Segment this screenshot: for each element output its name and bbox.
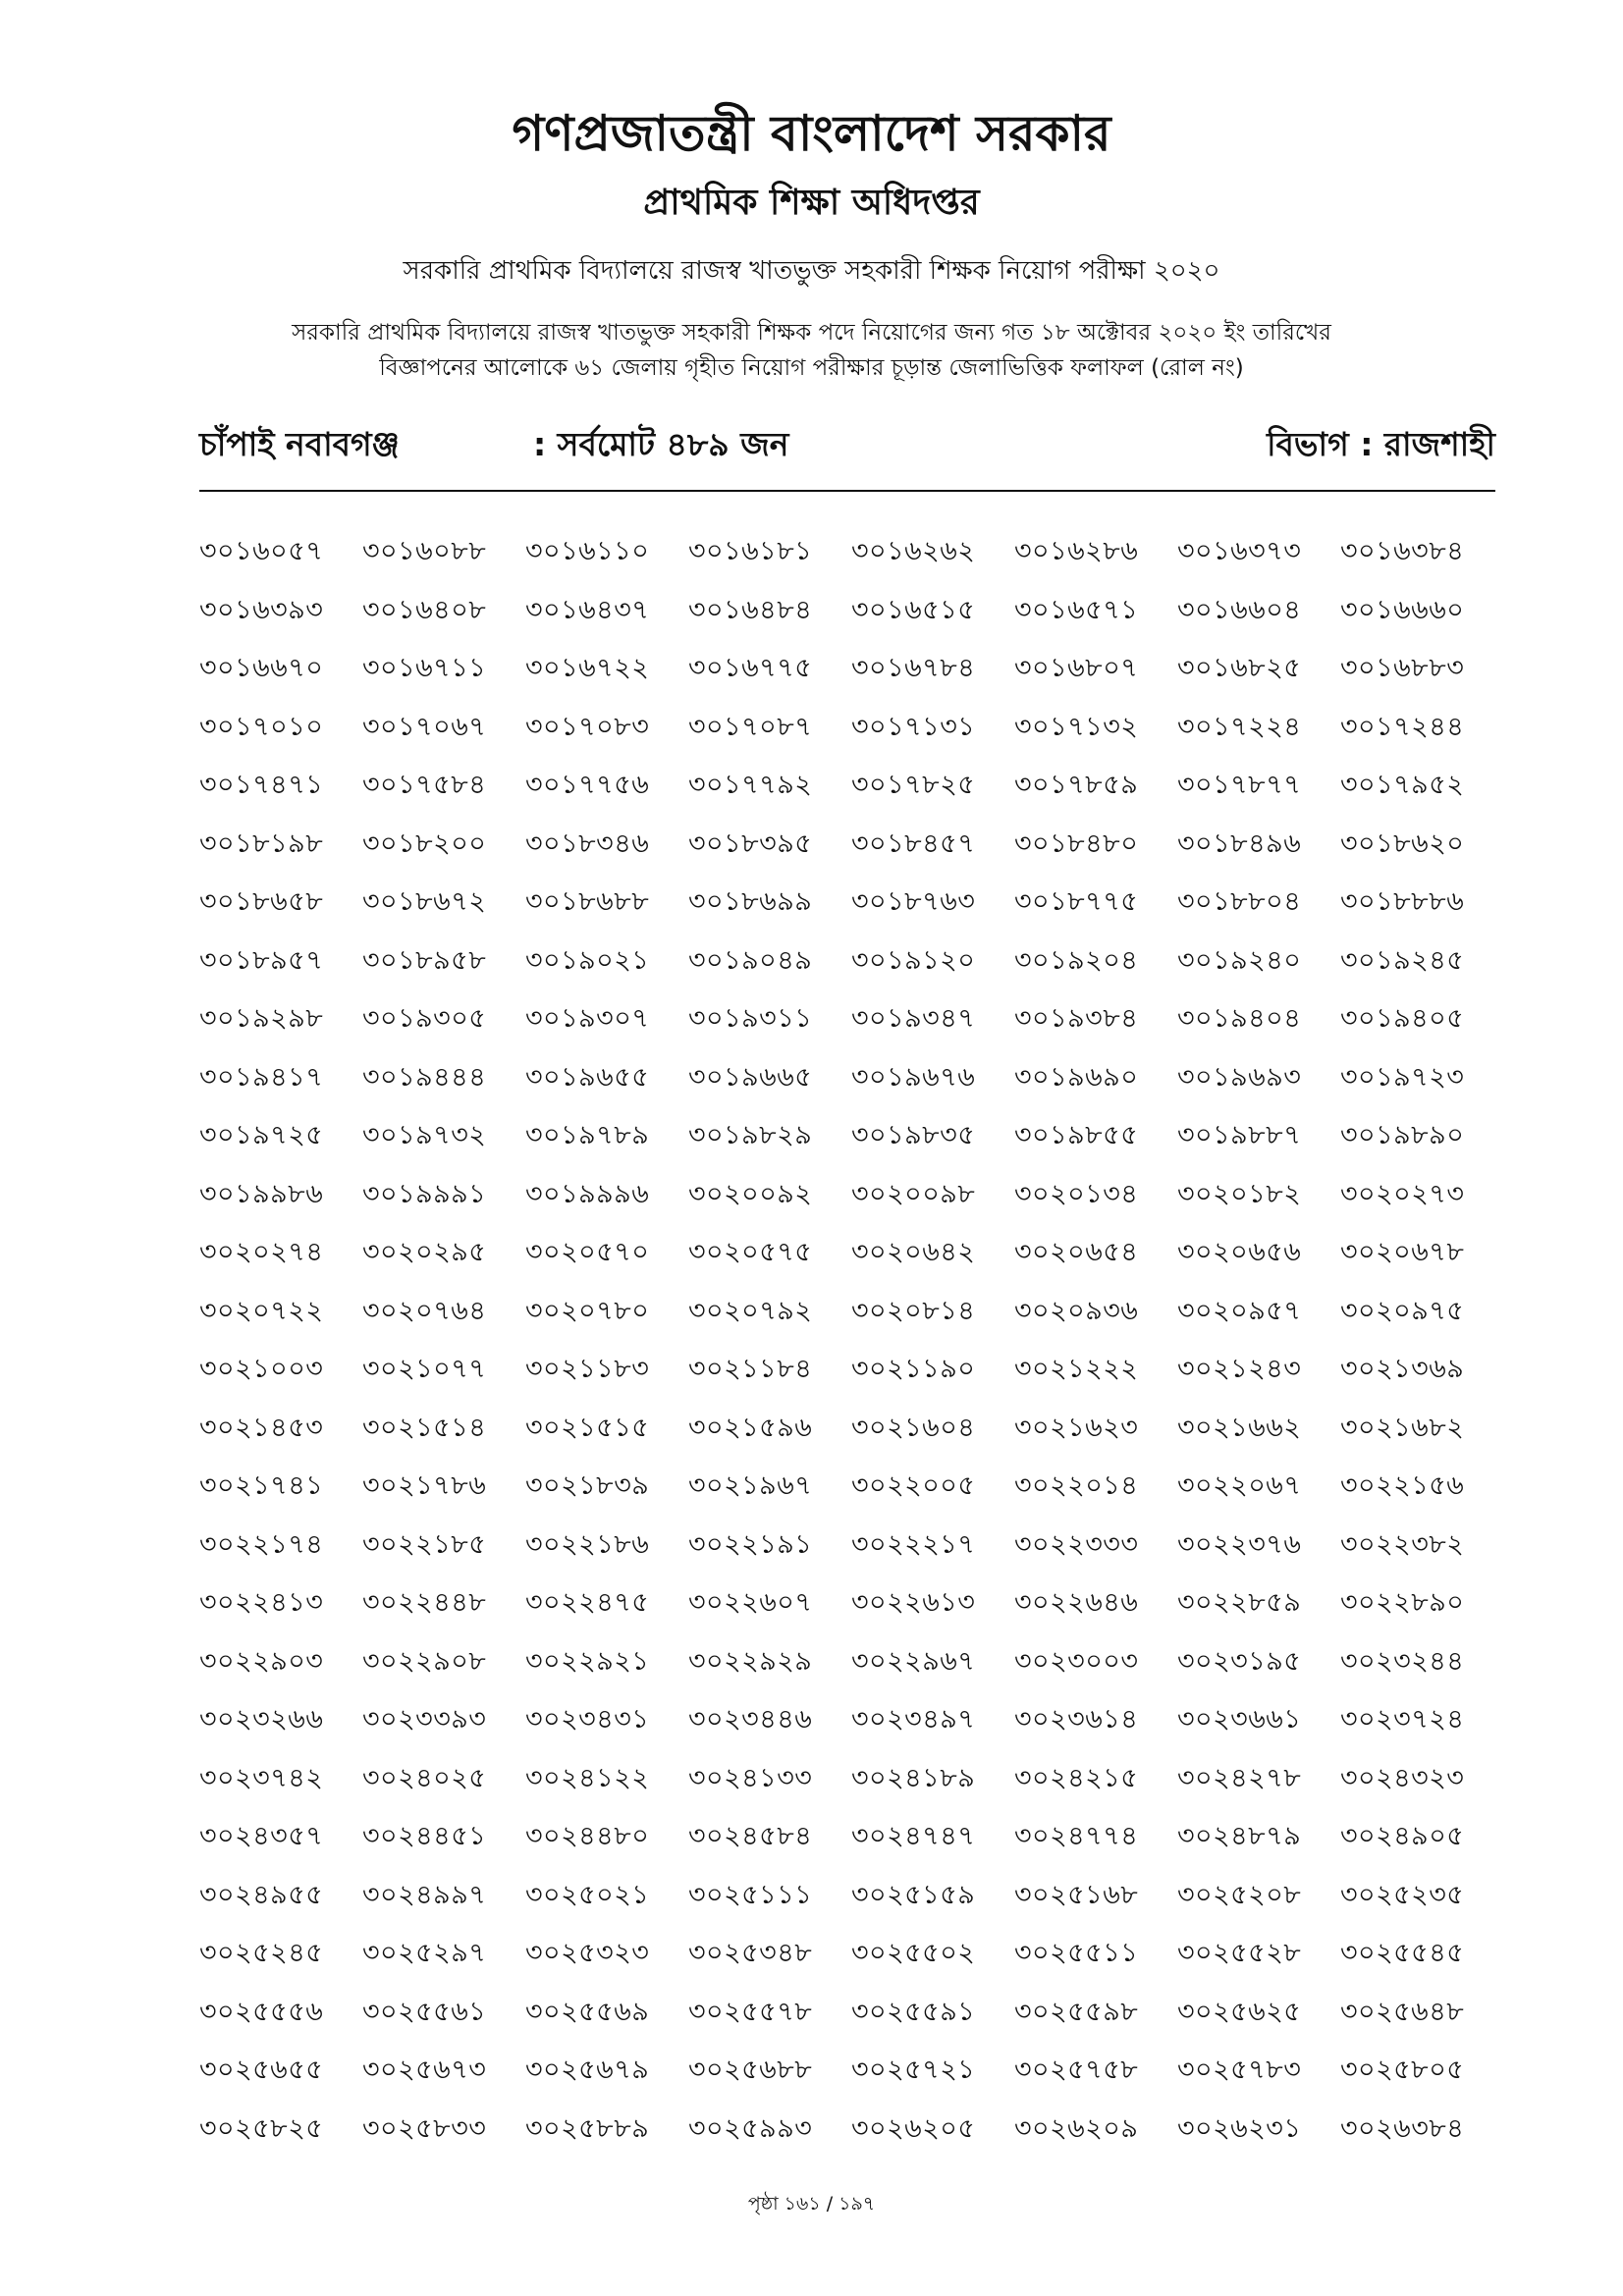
roll-row	[199, 941, 1503, 1000]
roll-number: ৩০২৪৯০৫	[1340, 1821, 1465, 1851]
roll-number: ৩০১৯৩০৭	[525, 1003, 650, 1034]
roll-number: ৩০২৫৩২৩	[525, 1938, 650, 1968]
roll-number: ৩০১৮৯৫৮	[362, 944, 487, 976]
roll-number: ৩০১৬৭৭৫	[688, 653, 813, 683]
roll-number: ৩০২৫১৬৮	[1014, 1879, 1139, 1910]
roll-number: ৩০১৮২০০	[362, 828, 487, 859]
roll-number: ৩০২২১৭৪	[199, 1528, 324, 1560]
roll-row	[199, 1467, 1503, 1525]
roll-number: ৩০২২৮৫৯	[1177, 1587, 1302, 1618]
total-count: : সর্বমোট ৪৮৯ জন	[533, 425, 789, 463]
roll-number: ৩০২৫৯৯৩	[688, 2112, 813, 2144]
roll-number: ৩০২৫৭৮৩	[1177, 2055, 1302, 2085]
roll-number: ৩০২৪১৮৯	[851, 1762, 976, 1793]
roll-number: ৩০১৬২৬২	[851, 536, 976, 566]
roll-number: ৩০২৩৬৬১	[1177, 1704, 1302, 1735]
roll-number: ৩০২৫৮৩৩	[362, 2112, 487, 2144]
roll-number: ৩০১৭৮৭৭	[1177, 770, 1302, 800]
roll-number: ৩০১৯০২১	[525, 944, 650, 976]
roll-number: ৩০১৭০৮৩	[525, 711, 650, 742]
roll-number: ৩০২০০৯২	[688, 1178, 813, 1209]
roll-number: ৩০২২১৮৫	[362, 1528, 487, 1560]
roll-number: ৩০১৭২২৪	[1177, 711, 1302, 742]
roll-number: ৩০২১৬৮২	[1340, 1412, 1465, 1443]
roll-number: ৩০২০৭৯২	[688, 1295, 813, 1326]
roll-row	[199, 1759, 1503, 1818]
roll-number: ৩০১৮৬২০	[1340, 828, 1465, 859]
roll-number: ৩০২৬২০৫	[851, 2112, 976, 2144]
roll-number: ৩০২৩৪৯৭	[851, 1704, 976, 1735]
roll-row	[199, 591, 1503, 650]
roll-row	[199, 649, 1503, 708]
roll-number: ৩০১৯৪০৪	[1177, 1003, 1302, 1034]
roll-number: ৩০১৯৮২৯	[688, 1120, 813, 1150]
roll-number: ৩০২১১৮৪	[688, 1354, 813, 1384]
roll-number: ৩০২৩৬১৪	[1014, 1704, 1139, 1735]
roll-number: ৩০২৩২৪৪	[1340, 1645, 1465, 1677]
roll-row	[199, 1934, 1503, 1993]
roll-number: ৩০২০৭২২	[199, 1295, 324, 1326]
roll-number: ৩০১৯২৪৫	[1340, 944, 1465, 976]
directorate-title: প্রাথমিক শিক্ষা অধিদপ্তর	[643, 183, 980, 223]
roll-number: ৩০১৯৬৭৬	[851, 1061, 976, 1093]
roll-number: ৩০২৪৭৪৭	[851, 1821, 976, 1851]
roll-row	[199, 2051, 1503, 2109]
roll-number: ৩০১৬৪৩৭	[525, 594, 650, 625]
roll-number: ৩০২২২১৭	[851, 1528, 976, 1560]
roll-number: ৩০২৫৬৪৮	[1340, 1996, 1465, 2027]
district-name: চাঁপাই নবাবগঞ্জ	[199, 425, 400, 463]
roll-number: ৩০২৫৭২১	[851, 2055, 976, 2085]
roll-number: ৩০২০৭৮০	[525, 1295, 650, 1326]
roll-number: ৩০২১৩৬৯	[1340, 1354, 1465, 1384]
roll-number: ৩০২০৫৭৫	[688, 1237, 813, 1267]
roll-number: ৩০২৪১৩৩	[688, 1762, 813, 1793]
roll-number: ৩০১৯৪৪৪	[362, 1061, 487, 1093]
roll-number: ৩০১৭৭৫৬	[525, 770, 650, 800]
roll-number: ৩০১৯৯৯৬	[525, 1178, 650, 1209]
roll-number: ৩০২৫৬৭৯	[525, 2055, 650, 2085]
roll-number: ৩০২০২৯৫	[362, 1237, 487, 1267]
roll-number: ৩০২৩৪৩১	[525, 1704, 650, 1735]
roll-row	[199, 532, 1503, 591]
roll-number: ৩০১৯৯৯১	[362, 1178, 487, 1209]
roll-number: ৩০১৬০৮৮	[362, 536, 487, 566]
government-title: গণপ্রজাতন্ত্রী বাংলাদেশ সরকার	[512, 105, 1111, 162]
roll-number: ৩০১৯৮৮৭	[1177, 1120, 1302, 1150]
roll-number: ৩০১৬৮০৭	[1014, 653, 1139, 683]
roll-number: ৩০১৬৭২২	[525, 653, 650, 683]
roll-number: ৩০১৬৭১১	[362, 653, 487, 683]
roll-row	[199, 1409, 1503, 1468]
roll-row	[199, 708, 1503, 767]
roll-number: ৩০২২১৮৬	[525, 1528, 650, 1560]
roll-number: ৩০১৭৯৫২	[1340, 770, 1465, 800]
roll-number: ৩০১৯৮৫৫	[1014, 1120, 1139, 1150]
roll-number: ৩০১৭০৮৭	[688, 711, 813, 742]
header-divider	[199, 490, 1495, 492]
roll-number: ৩০২৪৯৫৫	[199, 1879, 324, 1910]
roll-number: ৩০২৩৪৪৬	[688, 1704, 813, 1735]
roll-number: ৩০১৮৪৮০	[1014, 828, 1139, 859]
roll-number: ৩০১৬৮২৫	[1177, 653, 1302, 683]
roll-number: ৩০১৭৪৭১	[199, 770, 324, 800]
roll-number: ৩০১৬৬০৪	[1177, 594, 1302, 625]
roll-number: ৩০২২৯০৩	[199, 1645, 324, 1677]
roll-number: ৩০২৪২১৫	[1014, 1762, 1139, 1793]
roll-number-table	[199, 532, 1503, 2167]
roll-number: ৩০১৮৯৫৭	[199, 944, 324, 976]
roll-number: ৩০২২১৯১	[688, 1528, 813, 1560]
roll-number: ৩০২২৯৬৭	[851, 1645, 976, 1677]
roll-number: ৩০২৬২০৯	[1014, 2112, 1139, 2144]
roll-number: ৩০১৮৬৯৯	[688, 886, 813, 917]
roll-number: ৩০২১৭৮৬	[362, 1470, 487, 1501]
roll-number: ৩০১৭০১০	[199, 711, 324, 742]
roll-number: ৩০১৮১৯৮	[199, 828, 324, 859]
roll-number: ৩০২৫৫৬৯	[525, 1996, 650, 2027]
roll-number: ৩০২২০৬৭	[1177, 1470, 1302, 1501]
roll-number: ৩০২০৬৭৮	[1340, 1237, 1465, 1267]
roll-number: ৩০২৫১১১	[688, 1879, 813, 1910]
roll-number: ৩০১৬৫৭১	[1014, 594, 1139, 625]
roll-number: ৩০১৯৬৬৫	[688, 1061, 813, 1093]
roll-number: ৩০১৬৬৭০	[199, 653, 324, 683]
roll-number: ৩০১৯২০৪	[1014, 944, 1139, 976]
roll-row	[199, 1525, 1503, 1584]
roll-number: ৩০২৪৪৫১	[362, 1821, 487, 1851]
roll-row	[199, 1116, 1503, 1175]
roll-number: ৩০২১৬০৪	[851, 1412, 976, 1443]
roll-number: ৩০২২৬০৭	[688, 1587, 813, 1618]
roll-number: ৩০২৫৫৯৮	[1014, 1996, 1139, 2027]
roll-number: ৩০২১৫৯৬	[688, 1412, 813, 1443]
roll-number: ৩০২১৪৫৩	[199, 1412, 324, 1443]
roll-number: ৩০১৬৪৮৪	[688, 594, 813, 625]
roll-number: ৩০২৩৭৪২	[199, 1762, 324, 1793]
roll-number: ৩০১৮৮৮৬	[1340, 886, 1465, 917]
roll-number: ৩০১৬৪০৮	[362, 594, 487, 625]
roll-number: ৩০২১৭৪১	[199, 1470, 324, 1501]
roll-number: ৩০১৯৭২৩	[1340, 1061, 1465, 1093]
roll-number: ৩০২৫৬৭৩	[362, 2055, 487, 2085]
roll-number: ৩০১৬৩৮৪	[1340, 536, 1465, 566]
roll-number: ৩০২০১৮২	[1177, 1178, 1302, 1209]
roll-number: ৩০২৫২৯৭	[362, 1938, 487, 1968]
roll-number: ৩০২৫৫৬১	[362, 1996, 487, 2027]
roll-number: ৩০২৫৬২৫	[1177, 1996, 1302, 2027]
roll-number: ৩০২০৯৭৫	[1340, 1295, 1465, 1326]
roll-number: ৩০১৮৬৭২	[362, 886, 487, 917]
roll-number: ৩০১৭৫৮৪	[362, 770, 487, 800]
roll-number: ৩০১৬১৮১	[688, 536, 813, 566]
roll-number: ৩০২৫৫২৮	[1177, 1938, 1302, 1968]
roll-number: ৩০১৮৭৬৩	[851, 886, 976, 917]
roll-number: ৩০২১৫১৫	[525, 1412, 650, 1443]
roll-number: ৩০২৪৮৭৯	[1177, 1821, 1302, 1851]
roll-number: ৩০১৯৩৮৪	[1014, 1003, 1139, 1034]
roll-number: ৩০২৩৭২৪	[1340, 1704, 1465, 1735]
roll-row	[199, 1583, 1503, 1642]
roll-number: ৩০১৯৬৯৩	[1177, 1061, 1302, 1093]
roll-number: ৩০২১২৪৩	[1177, 1354, 1302, 1384]
roll-number: ৩০২৪৭৭৪	[1014, 1821, 1139, 1851]
roll-number: ৩০১৯৭৮৯	[525, 1120, 650, 1150]
roll-number: ৩০২৪০২৫	[362, 1762, 487, 1793]
roll-number: ৩০২২৩৮২	[1340, 1528, 1465, 1560]
roll-number: ৩০২২৬১৩	[851, 1587, 976, 1618]
roll-row	[199, 1175, 1503, 1234]
roll-number: ৩০২৩৩৯৩	[362, 1704, 487, 1735]
roll-number: ৩০১৯২৯৮	[199, 1003, 324, 1034]
roll-row	[199, 999, 1503, 1058]
roll-row	[199, 1817, 1503, 1876]
roll-number: ৩০১৬৩৯৩	[199, 594, 324, 625]
roll-number: ৩০২২৯২৯	[688, 1645, 813, 1677]
roll-number: ৩০২০৬৫৪	[1014, 1237, 1139, 1267]
roll-number: ৩০২০১৩৪	[1014, 1178, 1139, 1209]
roll-number: ৩০২৫৮২৫	[199, 2112, 324, 2144]
roll-number: ৩০১৬৫১৫	[851, 594, 976, 625]
roll-number: ৩০১৯৩১১	[688, 1003, 813, 1034]
roll-row	[199, 766, 1503, 825]
roll-number: ৩০২০৮১৪	[851, 1295, 976, 1326]
roll-row	[199, 825, 1503, 883]
roll-row	[199, 1876, 1503, 1935]
roll-number: ৩০২২৯২১	[525, 1645, 650, 1677]
roll-number: ৩০২৩০০৩	[1014, 1645, 1139, 1677]
roll-number: ৩০১৬৬৬০	[1340, 594, 1465, 625]
roll-row	[199, 882, 1503, 941]
roll-number: ৩০২৫৭৫৮	[1014, 2055, 1139, 2085]
roll-number: ৩০২১৬২৩	[1014, 1412, 1139, 1443]
roll-number: ৩০২২৩৩৩	[1014, 1528, 1139, 1560]
roll-number: ৩০২৪৯৯৭	[362, 1879, 487, 1910]
roll-number: ৩০২২৯০৮	[362, 1645, 487, 1677]
roll-number: ৩০২৫৫১১	[1014, 1938, 1139, 1968]
roll-number: ৩০২৪১২২	[525, 1762, 650, 1793]
roll-number: ৩০১৭৮২৫	[851, 770, 976, 800]
roll-number: ৩০১৭২৪৪	[1340, 711, 1465, 742]
roll-number: ৩০১৯৭৩২	[362, 1120, 487, 1150]
roll-number: ৩০২৫৫০২	[851, 1938, 976, 1968]
roll-number: ৩০২৫২৪৫	[199, 1938, 324, 1968]
roll-number: ৩০২৫৫৪৫	[1340, 1938, 1465, 1968]
roll-number: ৩০২৩১৯৫	[1177, 1645, 1302, 1677]
roll-number: ৩০২২৪৭৫	[525, 1587, 650, 1618]
roll-number: ৩০১৯৯৮৬	[199, 1178, 324, 1209]
roll-number: ৩০১৬০৫৭	[199, 536, 324, 566]
roll-number: ৩০২২৪৪৮	[362, 1587, 487, 1618]
roll-number: ৩০১৮৩৪৬	[525, 828, 650, 859]
roll-number: ৩০২০৬৫৬	[1177, 1237, 1302, 1267]
roll-number: ৩০২৫৬৫৫	[199, 2055, 324, 2085]
roll-row	[199, 1350, 1503, 1409]
roll-number: ৩০২২৩৭৬	[1177, 1528, 1302, 1560]
roll-number: ৩০১৮৬৮৮	[525, 886, 650, 917]
roll-number: ৩০১৯৮৩৫	[851, 1120, 976, 1150]
division-name: বিভাগ : রাজশাহী	[1267, 425, 1495, 463]
roll-number: ৩০২০০৯৮	[851, 1178, 976, 1209]
roll-number: ৩০২১৯৬৭	[688, 1470, 813, 1501]
roll-row	[199, 1058, 1503, 1117]
roll-number: ৩০২৬২৩১	[1177, 2112, 1302, 2144]
roll-number: ৩০১৯৭২৫	[199, 1120, 324, 1150]
roll-number: ৩০১৮৭৭৫	[1014, 886, 1139, 917]
roll-number: ৩০২২৮৯০	[1340, 1587, 1465, 1618]
district-info-row	[199, 420, 1495, 469]
roll-row	[199, 2109, 1503, 2168]
roll-row	[199, 1700, 1503, 1759]
roll-number: ৩০২২১৫৬	[1340, 1470, 1465, 1501]
roll-number: ৩০২৪৪৮০	[525, 1821, 650, 1851]
roll-number: ৩০১৯২৪০	[1177, 944, 1302, 976]
roll-number: ৩০১৮৪৯৬	[1177, 828, 1302, 859]
roll-number: ৩০২৩২৬৬	[199, 1704, 324, 1735]
roll-number: ৩০২১০০৩	[199, 1354, 324, 1384]
roll-number: ৩০১৮৬৫৮	[199, 886, 324, 917]
roll-number: ৩০১৭১৩১	[851, 711, 976, 742]
roll-row	[199, 1233, 1503, 1292]
roll-number: ৩০১৮৪৫৭	[851, 828, 976, 859]
roll-number: ৩০১৭৭৯২	[688, 770, 813, 800]
roll-number: ৩০২২৪১৩	[199, 1587, 324, 1618]
roll-number: ৩০২২৬৪৬	[1014, 1587, 1139, 1618]
roll-number: ৩০১৯১২০	[851, 944, 976, 976]
roll-number: ৩০২২০১৪	[1014, 1470, 1139, 1501]
roll-number: ৩০১৬৭৮৪	[851, 653, 976, 683]
roll-number: ৩০১৯৩৪৭	[851, 1003, 976, 1034]
roll-number: ৩০২০৭৬৪	[362, 1295, 487, 1326]
roll-number: ৩০১৯৪১৭	[199, 1061, 324, 1093]
roll-number: ৩০২০২৭৪	[199, 1237, 324, 1267]
roll-number: ৩০১৭০৬৭	[362, 711, 487, 742]
roll-number: ৩০১৭৮৫৯	[1014, 770, 1139, 800]
roll-number: ৩০২০৯৫৭	[1177, 1295, 1302, 1326]
roll-number: ৩০২৪২৭৮	[1177, 1762, 1302, 1793]
roll-number: ৩০২৪৩৫৭	[199, 1821, 324, 1851]
roll-row	[199, 1993, 1503, 2052]
roll-number: ৩০২৫১৫৯	[851, 1879, 976, 1910]
description-line-2: বিজ্ঞাপনের আলোকে ৬১ জেলায় গৃহীত নিয়োগ পরীক্ষার চূড়ান্ত জেলাভিত্তিক ফলাফল (রোল নং)	[379, 355, 1244, 381]
roll-number: ৩০২৫৬৮৮	[688, 2055, 813, 2085]
roll-number: ৩০২৬৩৮৪	[1340, 2112, 1465, 2144]
roll-number: ৩০১৬৮৮৩	[1340, 653, 1465, 683]
roll-number: ৩০২৫৮০৫	[1340, 2055, 1465, 2085]
roll-number: ৩০২১২২২	[1014, 1354, 1139, 1384]
roll-number: ৩০২৫২৩৫	[1340, 1879, 1465, 1910]
roll-number: ৩০২০৬৪২	[851, 1237, 976, 1267]
roll-row	[199, 1642, 1503, 1701]
roll-number: ৩০২৫৫৫৬	[199, 1996, 324, 2027]
roll-number: ৩০১৬১১০	[525, 536, 650, 566]
roll-number: ৩০২৪৩২৩	[1340, 1762, 1465, 1793]
roll-number: ৩০১৯৬৫৫	[525, 1061, 650, 1093]
roll-number: ৩০১৮৩৯৫	[688, 828, 813, 859]
roll-number: ৩০২৫০২১	[525, 1879, 650, 1910]
page-number: পৃষ্ঠা ১৬১ / ১৯৭	[747, 2193, 876, 2215]
roll-number: ৩০২০৫৭০	[525, 1237, 650, 1267]
roll-number: ৩০২১৮৩৯	[525, 1470, 650, 1501]
description-line-1: সরকারি প্রাথমিক বিদ্যালয়ে রাজস্ব খাতভুক্ত সহকারী শিক্ষক পদে নিয়োগের জন্য গত ১৮ অক্টোবর ২০২০ ইং তারিখের	[292, 320, 1331, 346]
roll-number: ৩০২১০৭৭	[362, 1354, 487, 1384]
roll-number: ৩০২৫৩৪৮	[688, 1938, 813, 1968]
roll-number: ৩০১৬৩৭৩	[1177, 536, 1302, 566]
roll-number: ৩০২৫৮৮৯	[525, 2112, 650, 2144]
roll-number: ৩০২১১৮৩	[525, 1354, 650, 1384]
roll-number: ৩০১৬২৮৬	[1014, 536, 1139, 566]
roll-number: ৩০২৪৫৮৪	[688, 1821, 813, 1851]
roll-number: ৩০১৭১৩২	[1014, 711, 1139, 742]
roll-number: ৩০২১১৯০	[851, 1354, 976, 1384]
roll-number: ৩০২১৫১৪	[362, 1412, 487, 1443]
roll-number: ৩০২১৬৬২	[1177, 1412, 1302, 1443]
roll-number: ৩০২৫২০৮	[1177, 1879, 1302, 1910]
roll-number: ৩০১৯৬৯০	[1014, 1061, 1139, 1093]
roll-number: ৩০২২০০৫	[851, 1470, 976, 1501]
roll-row	[199, 1292, 1503, 1351]
roll-number: ৩০১৮৮০৪	[1177, 886, 1302, 917]
roll-number: ৩০১৯০৪৯	[688, 944, 813, 976]
roll-number: ৩০২৫৫৭৮	[688, 1996, 813, 2027]
roll-number: ৩০১৯৩০৫	[362, 1003, 487, 1034]
roll-number: ৩০১৯৮৯০	[1340, 1120, 1465, 1150]
roll-number: ৩০১৯৪০৫	[1340, 1003, 1465, 1034]
roll-number: ৩০২০৯৩৬	[1014, 1295, 1139, 1326]
exam-title: সরকারি প্রাথমিক বিদ্যালয়ে রাজস্ব খাতভুক্ত সহকারী শিক্ষক নিয়োগ পরীক্ষা ২০২০	[403, 256, 1220, 286]
roll-number: ৩০২৫৫৯১	[851, 1996, 976, 2027]
roll-number: ৩০২০২৭৩	[1340, 1178, 1465, 1209]
